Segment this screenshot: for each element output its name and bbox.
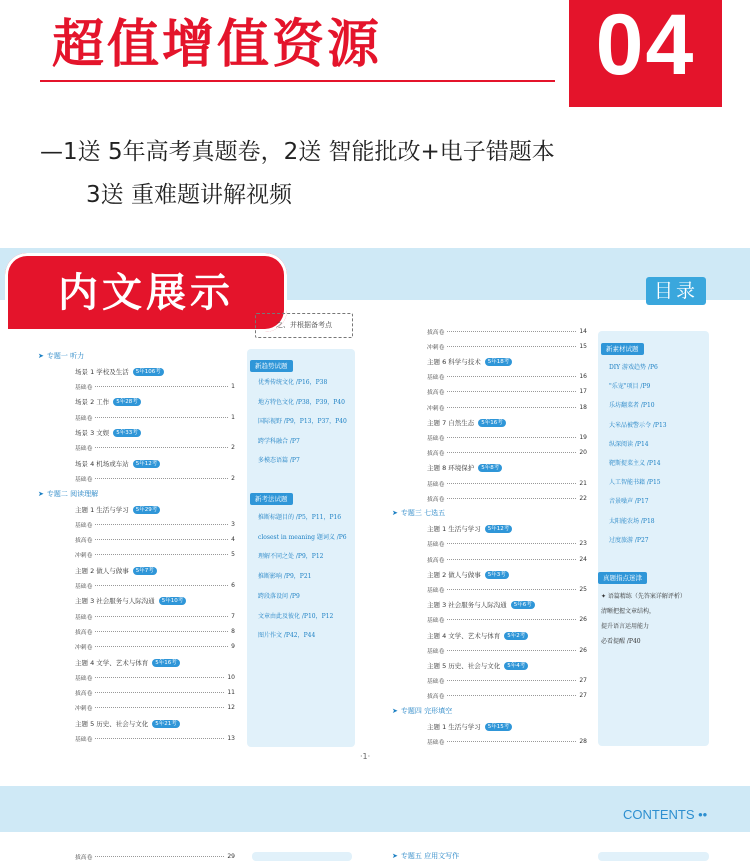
panel-heading: 真题指点迷津 <box>598 572 647 584</box>
toc-entry: 基础卷 2 <box>75 474 235 483</box>
toc-entry: 拔高卷 29 <box>75 852 235 861</box>
toc-theme: 主题 6 科学与技术 5年18考 <box>427 355 587 367</box>
panel-item: 图片作文 /P42，P44 <box>258 632 316 640</box>
toc-theme: 主题 5 历史、社会与文化 5年21考 <box>75 717 235 729</box>
panel-item: 人工智能书籍 /P15 <box>609 479 661 487</box>
bonus-line-1: —1送 5年高考真题卷，2送 智能批改+电子错题本 <box>40 139 555 165</box>
toc-entry: 拔高卷 27 <box>427 692 587 701</box>
exam-count-tag: 5年4考 <box>504 662 528 670</box>
toc-entry: 冲刺卷 18 <box>427 403 587 412</box>
toc-entry: 拔高卷 20 <box>427 449 587 458</box>
panel-item: 靶斯捉菜主义 /P14 <box>609 460 661 467</box>
toc-topic: ➤ 专题三 七选五 <box>392 509 446 518</box>
panel-peek <box>598 852 709 861</box>
toc-theme: 场景 4 机场或车站 5年12考 <box>75 457 235 469</box>
toc-theme: 场景 2 工作 5年28考 <box>75 396 235 408</box>
panel-item: 地方特色文化 /P38，P39，P40 <box>258 398 345 406</box>
toc-theme: 主题 7 自然生态 5年16考 <box>427 416 587 428</box>
panel-heading: 新考法试题 <box>250 493 293 505</box>
contents-english-label: CONTENTS •• <box>623 807 708 822</box>
exam-count-tag: 5年12考 <box>133 460 161 468</box>
toc-entry: 冲刺卷 15 <box>427 342 587 351</box>
toc-entry: 基础卷 28 <box>427 737 587 746</box>
panel-item: 提升语言运用能力 <box>601 623 650 630</box>
section-number: 04 <box>569 0 722 107</box>
toc-entry: 拔高卷 24 <box>427 555 587 564</box>
toc-entry: 基础卷 13 <box>75 735 235 743</box>
panel-item: 文章由此及彼化 /P10，P12 <box>258 612 334 620</box>
exam-count-tag: 5年21考 <box>152 720 180 728</box>
toc-theme: 主题 3 社会服务与人际沟通 5年10考 <box>75 595 235 607</box>
bonus-line-2: 3送 重难题讲解视频 <box>86 182 292 208</box>
toc-theme: 主题 4 文学、艺术与体育 5年2考 <box>427 629 587 641</box>
panel-item: 跨学科融合 /P7 <box>258 437 300 445</box>
toc-entry: 冲刺卷 12 <box>75 704 235 713</box>
trend-panel <box>247 349 355 747</box>
toc-entry: 冲刺卷 5 <box>75 551 235 560</box>
page-title: 超值增值资源 <box>52 14 383 75</box>
exam-count-tag: 5年2考 <box>504 632 528 640</box>
panel-item: 国际视野 /P9，P13，P37，P40 <box>258 418 347 425</box>
panel-item: DIY 游戏趋势 /P6 <box>609 364 658 371</box>
panel-item: 跨段落设问 /P9 <box>258 592 300 600</box>
toc-entry: 拔高卷 14 <box>427 327 587 336</box>
toc-theme: 主题 5 历史、社会与文化 5年4考 <box>427 659 587 671</box>
toc-entry: 拔高卷 22 <box>427 494 587 503</box>
panel-item: 大米品被警示令 /P13 <box>609 421 667 429</box>
content-preview-badge: 内文展示 <box>5 253 287 332</box>
toc-entry: 基础卷 3 <box>75 520 235 529</box>
panel-item: 多模态语篇 /P7 <box>258 457 300 464</box>
toc-theme: 主题 1 生活与学习 5年29考 <box>75 503 235 515</box>
toc-theme: 主题 4 文学、艺术与体育 5年16考 <box>75 656 235 668</box>
toc-entry: 基础卷 1 <box>75 383 235 392</box>
exam-count-tag: 5年16考 <box>152 659 180 667</box>
toc-entry: 基础卷 6 <box>75 582 235 590</box>
exam-count-tag: 5年29考 <box>133 506 161 514</box>
panel-item: 清晰把握文章结构， <box>601 608 656 615</box>
toc-theme: 场景 1 学校及生活 5年106考 <box>75 365 235 377</box>
panel-item: 乐坊翻菜者 /P10 <box>609 402 655 410</box>
exam-count-tag: 5年12考 <box>485 525 513 533</box>
toc-entry: 冲刺卷 9 <box>75 643 235 652</box>
panel-heading: 新素材试题 <box>601 343 644 355</box>
page-number: ·1· <box>360 752 371 761</box>
toc-topic: ➤ 专题四 完形填空 <box>392 707 453 715</box>
toc-entry: 基础卷 26 <box>427 616 587 625</box>
panel-peek <box>252 852 352 861</box>
toc-entry: 拔高卷 4 <box>75 536 235 545</box>
exam-count-tag: 5年15考 <box>485 723 513 731</box>
toc-entry: 拔高卷 11 <box>75 689 235 698</box>
exam-count-tag: 5年3考 <box>485 571 509 579</box>
panel-item: closest in meaning 题词义 /P6 <box>258 533 347 541</box>
panel-item: 理解不同之处 /P9，P12 <box>258 553 324 561</box>
toc-entry: 基础卷 7 <box>75 612 235 621</box>
exam-count-tag: 5年7考 <box>133 567 157 575</box>
panel-item: 推断标题目的 /P5，P11，P16 <box>258 514 342 521</box>
panel-item: 必看提醒 /P40 <box>601 638 641 645</box>
toc-entry: 基础卷 10 <box>75 673 235 682</box>
toc-theme: 主题 2 做人与做事 5年3考 <box>427 568 587 580</box>
exam-count-tag: 5年28考 <box>113 398 141 406</box>
exam-count-tag: 5年18考 <box>485 358 513 366</box>
toc-entry: 基础卷 26 <box>427 646 587 655</box>
toc-entry: 基础卷 27 <box>427 677 587 686</box>
toc-theme: 主题 2 做人与做事 5年7考 <box>75 564 235 576</box>
panel-item: 推断影响 /P9，P21 <box>258 573 312 581</box>
panel-item: 太阳能农场 /P18 <box>609 517 655 525</box>
exam-count-tag: 5年16考 <box>478 419 506 427</box>
toc-theme: 主题 8 环境保护 5年8考 <box>427 462 587 474</box>
panel-item: 音景噪声 /P17 <box>609 498 649 506</box>
toc-entry: 基础卷 19 <box>427 433 587 442</box>
toc-theme: 场景 3 文娱 5年33考 <box>75 427 235 439</box>
toc-entry: 基础卷 16 <box>427 373 587 382</box>
panel-item: ✦ 语篇精练（先答案详解评析） <box>601 593 686 600</box>
toc-theme: 主题 3 社会服务与人际沟通 5年6考 <box>427 599 587 611</box>
toc-topic: ➤ 专题五 应用文写作 <box>392 852 460 860</box>
toc-entry: 拔高卷 8 <box>75 627 235 636</box>
panel-heading: 新趋势试题 <box>250 360 293 372</box>
toc-entry: 拔高卷 17 <box>427 388 587 397</box>
exam-count-tag: 5年10考 <box>159 597 187 605</box>
toc-entry: 基础卷 25 <box>427 585 587 594</box>
panel-item: 纵深阅读 /P14 <box>609 440 649 448</box>
toc-topic: ➤ 专题二 阅读理解 <box>38 489 99 498</box>
exam-count-tag: 5年33考 <box>113 429 141 437</box>
exam-count-tag: 5年106考 <box>133 368 164 376</box>
toc-entry: 基础卷 21 <box>427 479 587 488</box>
exam-count-tag: 5年8考 <box>478 464 502 472</box>
toc-topic: ➤ 专题一 听力 <box>38 352 85 360</box>
note-box: 之、并根据备考点 <box>255 313 353 338</box>
toc-entry: 基础卷 2 <box>75 444 235 453</box>
panel-item: 优秀传统文化 /P16，P38 <box>258 379 328 386</box>
title-underline <box>40 80 555 82</box>
toc-theme: 主题 1 生活与学习 5年15考 <box>427 720 587 732</box>
panel-item: 过度旅游 /P27 <box>609 536 649 544</box>
panel-item: "乐宠"项目 /P9 <box>609 383 651 391</box>
toc-entry: 基础卷 23 <box>427 540 587 549</box>
toc-theme: 主题 1 生活与学习 5年12考 <box>427 523 587 535</box>
toc-entry: 基础卷 1 <box>75 413 235 422</box>
contents-label: 目录 <box>646 277 706 305</box>
exam-count-tag: 5年6考 <box>511 601 535 609</box>
